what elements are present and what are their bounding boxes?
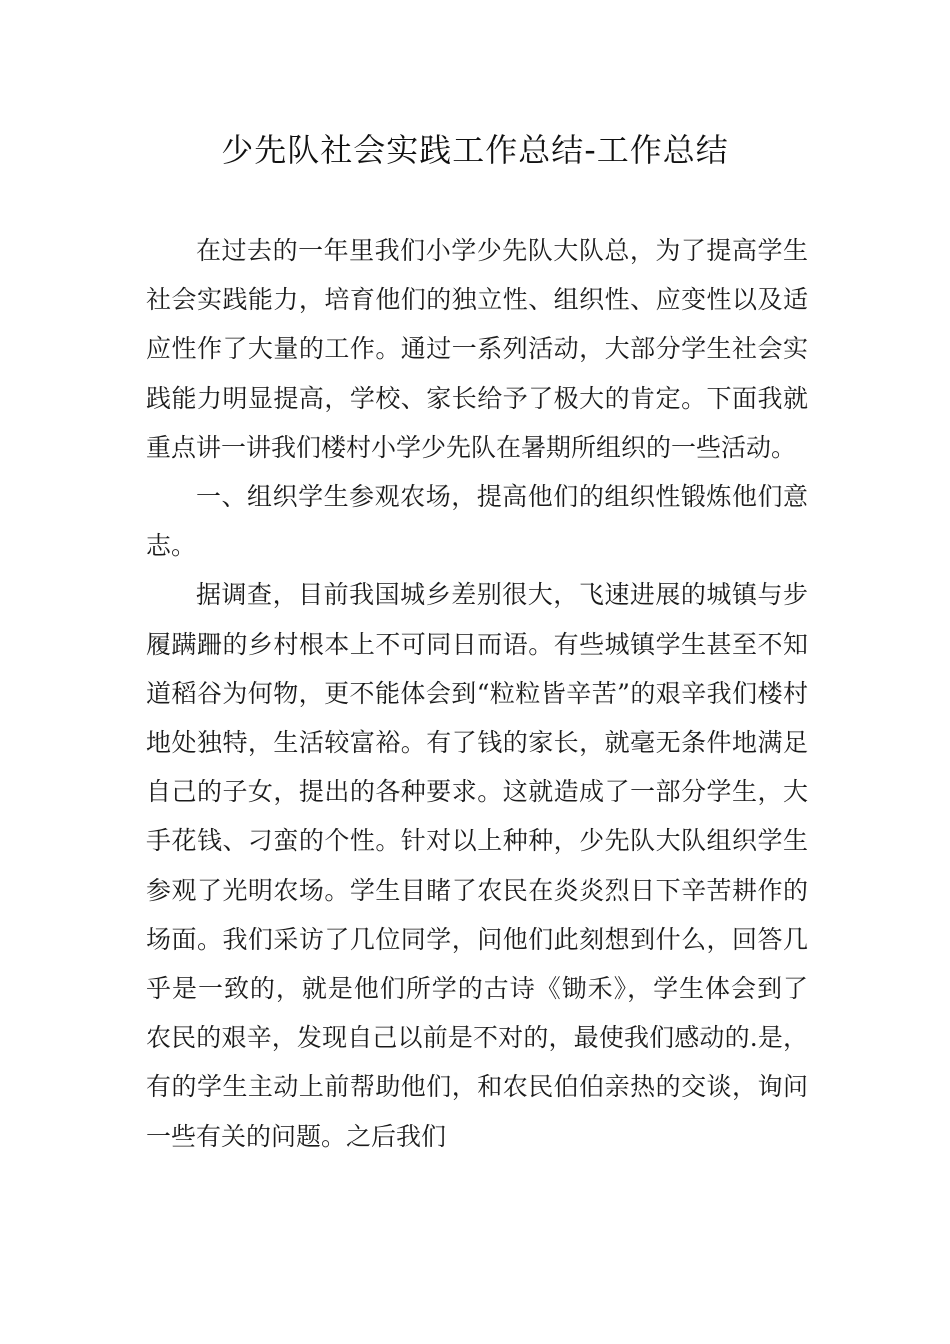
document-body [146,226,808,1161]
paragraph-section-heading: 一、组织学生参观农场，提高他们的组织性锻炼他们意志。 [146,482,808,561]
paragraph-intro: 在过去的一年里我们小学少先队大队总，为了提高学生社会实践能力，培育他们的独立性、组织性、应变性以及适应性作了大量的工作。通过一系列活动，大部分学生社会实践能力明显提高，学校、家长给予了极大的肯定。下面我就重点讲一讲我们楼村小学少先队在暑期所组织的一些活动。 [146,236,808,462]
document-title: 少先队社会实践工作总结-工作总结 [221,131,729,169]
paragraph-survey: 据调查，目前我国城乡差别很大，飞速进展的城镇与步履蹒跚的乡村根本上不可同日而语。有些城镇学生甚至不知道稻谷为何物，更不能体会到“粒粒皆辛苦”的艰辛我们楼村地处独特，生活较富裕。有了钱的家长，就毫无条件地满足自己的子女，提出的各种要求。这就造成了一部分学生，大手花钱、刁蛮的个性。针对以上种种，少先队大队组织学生参观了光明农场。学生目睹了农民在炎炎烈日下辛苦耕作的场面。我们采访了几位同学，问他们此刻想到什么，回答几乎是一致的，就是他们所学的古诗《锄禾》，学生体会到了农民的艰辛，发现自己以前是不对的，最使我们感动的.是，有的学生主动上前帮助他们，和农民伯伯亲热的交谈，询问一些有关的问题。之后我们 [146,580,808,1151]
